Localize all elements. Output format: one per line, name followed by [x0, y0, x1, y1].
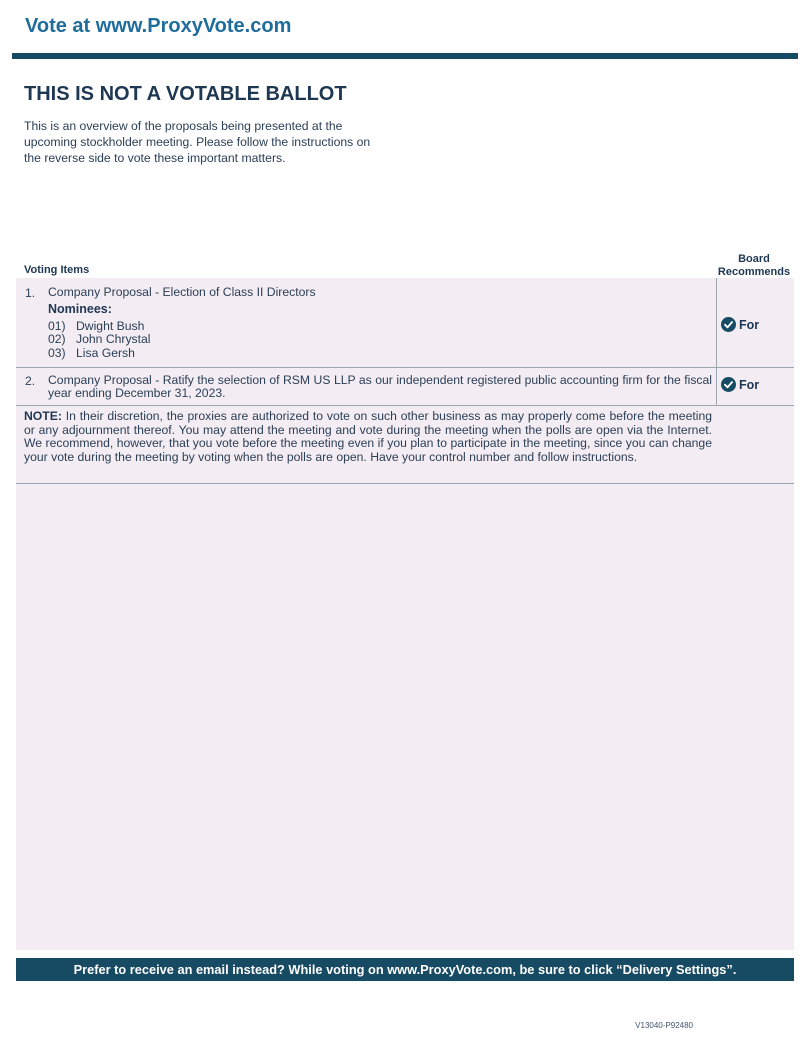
- nominee-name: John Chrystal: [76, 332, 151, 346]
- board-recommendation: [721, 317, 759, 332]
- board-recommends-header: [714, 253, 794, 279]
- intro-paragraph: [24, 118, 399, 166]
- board-header-line: Board: [738, 253, 770, 265]
- voting-items-table: [16, 278, 794, 950]
- voting-item-row: [16, 368, 794, 406]
- recommendation-label: For: [739, 317, 760, 332]
- proxyvote-link[interactable]: Vote at www.ProxyVote.com: [25, 15, 292, 37]
- item-number: 2.: [25, 374, 36, 388]
- check-circle-icon: [721, 317, 736, 332]
- nominee: [48, 347, 135, 360]
- note-body: In their discretion, the proxies are authorized to vote on such other business as may properly come before the meeting or any adjournment thereof. You may attend the meeting and vote during the meeting when the polls are open via the Internet. We recommend, however, that you vote before the meeting even if you plan to participate in the meeting, since you can change your vote during the meeting by voting when the polls are open. Have your control number and follow instructions.: [24, 409, 713, 464]
- intro-line: This is an overview of the proposals being presented at the: [24, 119, 343, 133]
- note-block: [16, 406, 794, 484]
- note-text: [24, 410, 712, 464]
- nominee-name: Dwight Bush: [76, 319, 145, 333]
- check-circle-icon: [721, 377, 736, 392]
- recommendation-label: For: [739, 377, 760, 392]
- voting-item-row: [16, 278, 794, 368]
- nominee: [48, 333, 151, 346]
- form-code: V13040-P92480: [635, 1021, 693, 1030]
- page-title: THIS IS NOT A VOTABLE BALLOT: [24, 83, 347, 105]
- delivery-settings-banner: Prefer to receive an email instead? While voting on www.ProxyVote.com, be sure to click “Delivery Settings”.: [16, 958, 794, 981]
- item-text: Company Proposal - Ratify the selection of RSM US LLP as our independent registered public accounting firm for the fiscal year ending December 31, 2023.: [48, 373, 712, 400]
- board-recommendation-cell: [716, 278, 795, 367]
- nominee-number: 02): [48, 332, 66, 346]
- board-header-line: Recommends: [717, 266, 791, 278]
- nominee-number: 03): [48, 346, 66, 360]
- intro-line: the reverse side to vote these important matters.: [24, 151, 286, 165]
- note-label: NOTE:: [24, 409, 62, 423]
- nominees-label: Nominees:: [48, 302, 112, 316]
- board-recommendation-cell: [716, 368, 795, 405]
- voting-items-header: Voting Items: [24, 264, 90, 276]
- nominee-name: Lisa Gersh: [76, 346, 135, 360]
- nominee-number: 01): [48, 319, 66, 333]
- intro-line: upcoming stockholder meeting. Please follow the instructions on: [24, 135, 371, 149]
- item-number: 1.: [25, 286, 36, 300]
- header-rule: [12, 53, 798, 59]
- board-recommendation: [721, 377, 759, 392]
- item-text: Company Proposal - Election of Class II Directors: [48, 285, 316, 299]
